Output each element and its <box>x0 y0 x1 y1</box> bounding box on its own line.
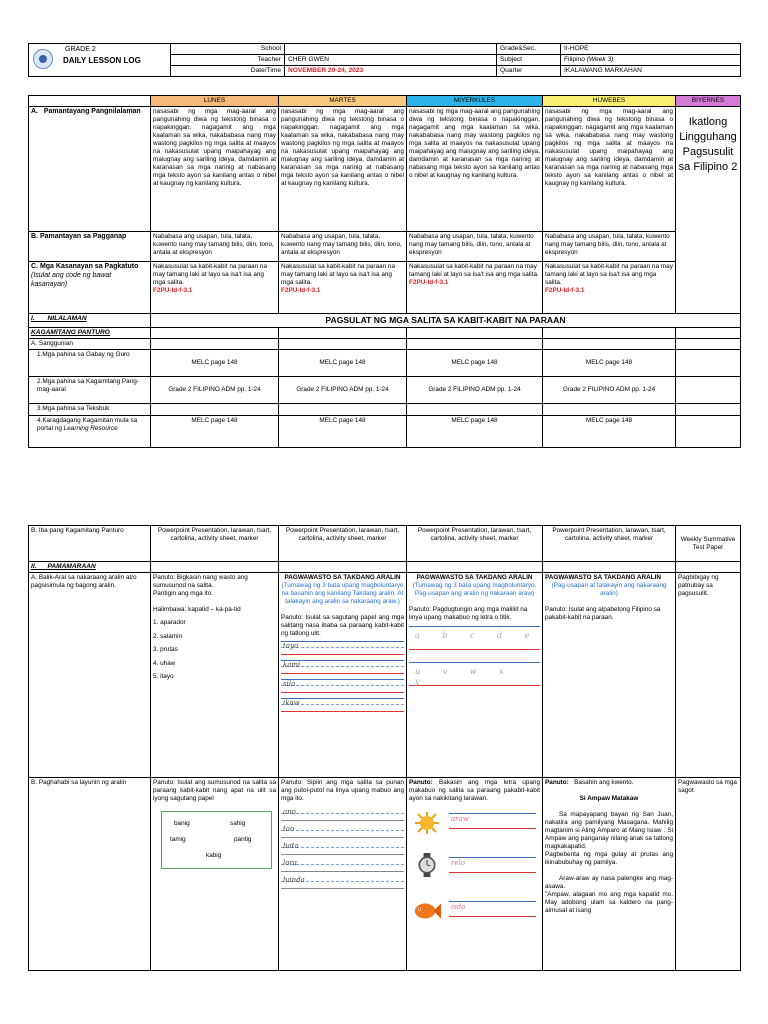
watch-icon <box>413 853 441 877</box>
copy-word: handa <box>283 876 305 885</box>
balik-item: 4. uhaw <box>153 659 176 667</box>
fish-icon <box>413 899 441 923</box>
teksbuk-label: 3.Mga pahina sa Teksbuk <box>29 404 151 416</box>
copy-word: tao <box>283 825 295 834</box>
thu-r4: MELC page 148 <box>543 416 676 448</box>
trace-word-relo: relo <box>451 859 465 868</box>
doc-title: DAILY LESSON LOG <box>63 56 141 65</box>
thu-content-standard: nasasabi ng mga mag-aaral ang pangunahing diwa ng tekstong binasa o napakinggan, nagagamit ang mga kaalaman sa wika, nakababasa nang may wastong pagkilos ng mga salita at maayos na nakasusulat upang maipahayag ang maiugnay ang sariling ideya, damdamin at karanasan sa mga narinig at nabasang mga teksto ayon sa kanilang antas o nibel at kaugnay ng kanilang kultura. <box>543 107 676 232</box>
tue-balik-aral: PAGWAWASTO SA TAKDANG ARALIN (Tumawag ng 3 bata upang magboluntaryo na basahin ang kanilang Takdang aralin. At talakayin ang aralin sa nakaraang araw.) Panuto: Isulat sa sagutang papel ang mga salitang nasa ibaba sa paraang kabit-kabit ng tatlong ulit. tayo kami sila ikaw <box>279 573 407 778</box>
lesson-table-1 <box>28 95 741 448</box>
tue-iba: Powerpoint Presentation, larawan, tsart, cartolina, activity sheet, marker <box>279 526 407 562</box>
balik-item: 1. aparador <box>153 619 186 627</box>
thu-balik-aral: PAGWAWASTO SA TAKDANG ARALIN (Pag-usapan at talakayin ang nakaraang aralin) Panuto: Isulat ang alpabetong Filipino sa pakabit-kabit na paraan. <box>543 573 676 778</box>
copy-word: bata <box>283 842 299 851</box>
story-paragraph: Pagbebenta ng mga gulay at prutas ang ikinabubuhay ng pamilya. <box>545 851 673 867</box>
school-label: School <box>171 44 285 55</box>
copy-word: ano <box>283 808 296 817</box>
quarter-value: IKALAWANG MARKAHAN <box>561 66 741 77</box>
friday-assessment: Ikatlong Lingguhang Pagsusulit sa Filipino 2 <box>676 107 741 314</box>
day-lunes: LUNES <box>151 96 279 107</box>
kagamitang-panturo-label: KAGAMITANG PANTURO <box>29 328 151 339</box>
wed-competency: Nakasusulat sa kabit-kabit na paraan na may tamang laki at layo sa isa't isa ang mga salita. F2PU-Id-f-3.1 <box>407 262 543 314</box>
teacher-label: Teacher <box>171 55 285 66</box>
tue-content-standard: nasasabi ng mga mag-aaral ang pangunahing diwa ng tekstong binasa o napakinggan, nagagamit ang mga kaalaman sa wika, nakababasa nang may wastong pagkilos ng mga salita at maayos na nakasusulat upang maipahayag ang maiugnay ang sariling ideya, damdamin at karanasan sa mga narinig at nabasang mga teksto ayon sa kanilang antas o nibel at kaugnay ng kanilang kultura. <box>279 107 407 232</box>
mon-r2: Grade 2 FILIPINO ADM pp. 1-24 <box>151 377 279 404</box>
balik-aral-label: A. Balik-Aral sa nakaraang aralin at/o pagsisimula ng bagong aralin. <box>29 573 151 778</box>
balik-item: 3. prutas <box>153 646 178 654</box>
day-martes: MARTES <box>279 96 407 107</box>
blank-head <box>29 96 151 107</box>
iba-kagamitan-label: B. Iba pang Kagamitang Panturo <box>29 526 151 562</box>
thu-paghahabi: Panuto: Basahin ang kwento. Si Ampaw Matakaw Sa mapayapang bayan ng San Juan, nakatira ang pamilyang Masagana. Mahilig magtanim si Aling Amparo at Mang Isiaw . Si Ampaw ang panganay nilang anak sa tatlong magkakapatid. Pagbebenta ng mga gulay at prutas ang ikinabubuhay ng pamilya. Araw-araw ay nasa palengke ang mag-asawa. "Ampaw, alagaan mo ang mga kapatid mo. May adobong ulam sa kaldero na pang-almusal at isang <box>543 778 676 971</box>
trace-word: ikaw <box>283 699 300 708</box>
mon-iba: Powerpoint Presentation, larawan, tsart, cartolina, activity sheet, marker <box>151 526 279 562</box>
story-paragraph: "Ampaw, alagaan mo ang mga kapatid mo. May adobong ulam sa kaldero na pang-almusal at isang <box>545 891 673 915</box>
pamantayang-pangnilalaman-label: A. Pamantayang Pangnilalaman <box>29 107 151 232</box>
mon-performance: Nababasa ang usapan, tula, talata, kuwento nang may tamang bilis, diin, tono, antala at ekspresyon <box>151 232 279 262</box>
mon-competency: Nakasusulat sa kabit-kabit na paraan na may tamang laki at layo sa isa't isa ang mga salita. F2PU-Id-f-3.1 <box>151 262 279 314</box>
quarter-label: Quarter <box>497 66 561 77</box>
date-value: NOVEMBER 20-24, 2023 <box>285 66 497 77</box>
letter-trace-row: a b c d e <box>415 631 540 641</box>
wed-r4: MELC page 148 <box>407 416 543 448</box>
mon-r4: MELC page 148 <box>151 416 279 448</box>
fri-paghahabi: Pagwawasto sa mga sagot <box>676 778 741 971</box>
sanggunian-label: A. Sanggunian <box>29 339 151 350</box>
gradesec-label: Grade&Sec. <box>497 44 561 55</box>
wed-balik-aral: PAGWAWASTO SA TAKDANG ARALIN (Tumawag ng 3 bata upang magboluntaryo. Pag-usapan ang aralin ng nakaraan araw) Panuto: Pagdugtungin ang mga maliliit na linya upang makabuo ng letra o titik. a b c d e u v w x y <box>407 573 543 778</box>
pamantayan-pagganap-label: B. Pamantayan sa Pagganap <box>29 232 151 262</box>
story-paragraph: Araw-araw ay nasa palengke ang mag-asawa. <box>545 875 673 891</box>
balik-item: 2. salamin <box>153 632 183 640</box>
story-paragraph: Sa mapayapang bayan ng San Juan, nakatira ang pamilyang Masagana. Mahilig magtanim si Aling Amparo at Mang Isiaw . Si Ampaw ang panganay nilang anak sa tatlong magkakapatid. <box>545 811 673 851</box>
grade-label: GRADE 2 <box>65 46 96 53</box>
wed-content-standard: nasasabi ng mga mag-aaral ang pangunahing diwa ng tekstong binasa o napakinggan, nagagamit ang mga kaalaman sa wika, nakababasa nang may wastong pagkilos ng mga salita at maayos na nakasusulat upang maipahayag ang maiugnay ang sariling ideya, damdamin at karanasan sa mga narinig at nabasang mga teksto ayon sa kanilang antas o nibel at kaugnay ng kanilang kultura. <box>407 107 543 232</box>
word-box: banig sahig tamig pantig kabig <box>161 811 272 869</box>
tue-performance: Nababasa ang usapan, tula, talata, kuwento nang may tamang bilis, diin, tono, antala at ekspresyon <box>279 232 407 262</box>
sun-icon <box>413 811 441 835</box>
kasanayan-label: C. Mga Kasanayan sa Pagkatuto (Isulat ang code ng bawat kasanayan) <box>29 262 151 314</box>
letter-trace-row: u v w x y <box>415 667 514 687</box>
header-brand <box>29 44 171 77</box>
trace-word-araw: araw <box>451 815 469 824</box>
header-table <box>28 43 741 77</box>
tue-r2: Grade 2 FILIPINO ADM pp. 1-24 <box>279 377 407 404</box>
kagamitang-mag-aaral-label: 2.Mga pahina sa Kagamitang Pang-mag-aaral <box>29 377 151 404</box>
balik-item: 5. itayo <box>153 673 174 681</box>
school-value <box>285 44 497 55</box>
thu-performance: Nababasa ang usapan, tula, talata, kuwento nang may tamang bilis, diin, tono, antala at ekspresyon <box>543 232 676 262</box>
wed-performance: Nababasa ang usapan, tula, talata, kuwento nang may tamang bilis, diin, tono, antala at ekspresyon <box>407 232 543 262</box>
mon-r1: MELC page 148 <box>151 350 279 377</box>
day-huwebes: HUWEBES <box>543 96 676 107</box>
trace-word: tayo <box>283 642 299 651</box>
pamamaraan-label: II. PAMAMARAAN <box>29 562 151 573</box>
tue-r4: MELC page 148 <box>279 416 407 448</box>
trace-word: kami <box>283 661 301 670</box>
nilalaman-value: PAGSULAT NG MGA SALITA SA KABIT-KABIT NA PARAAN <box>151 314 741 328</box>
tue-competency: Nakasusulat sa kabit-kabit na paraan na may tamang laki at layo sa isa't isa ang mga salita. F2PU-Id-f-3.1 <box>279 262 407 314</box>
trace-word-isda: isda <box>451 903 466 912</box>
gradesec-value: II-HOPE <box>561 44 741 55</box>
subject-label: Subject <box>497 55 561 66</box>
wed-iba: Powerpoint Presentation, larawan, tsart, cartolina, activity sheet, marker <box>407 526 543 562</box>
wed-paghahabi: Panuto: Bakasin ang mga letra upang makabuo ng salita sa paraang pakabit-kabit ayon sa nakikitang larawan. araw relo isda <box>407 778 543 971</box>
wed-r2: Grade 2 FILIPINO ADM pp. 1-24 <box>407 377 543 404</box>
story-title: Si Ampaw Matakaw <box>579 795 639 803</box>
subject-value: Filipino (Week 3) <box>561 55 741 66</box>
tue-paghahabi: Panuto: Sipiin ang mga salita sa punan ang putol-putol na linya upang mabuo ang mga ito. ano tao bata lora handa <box>279 778 407 971</box>
copy-word: lora <box>283 859 297 868</box>
thu-r1: MELC page 148 <box>543 350 676 377</box>
paghahabi-label: B. Paghahabi sa layunin ng aralin <box>29 778 151 971</box>
trace-word: sila <box>283 680 296 689</box>
fri-iba: Weekly Summative Test Paper <box>676 526 741 562</box>
thu-iba: Powerpoint Presentation, larawan, tsart, cartolina, activity sheet, marker <box>543 526 676 562</box>
thu-r2: Grade 2 FILIPINO ADM pp. 1-24 <box>543 377 676 404</box>
teacher-value: CHER GWEN <box>285 55 497 66</box>
gabay-guro-label: 1.Mga pahina sa Gabay ng Guro <box>29 350 151 377</box>
fri-balik-aral: Pagbibigay ng patnubay sa pagsusulit. <box>676 573 741 778</box>
mon-content-standard: nasasabi ng mga mag-aaral ang pangunahing diwa ng tekstong binasa o napakinggan, nagagamit ang mga kaalaman sa wika, nakababasa nang may wastong pagkilos ng mga salita at maayos na nakasusulat upang maipahayag ang maiugnay ang sariling ideya, damdamin at karanasan sa mga narinig at nabasang mga teksto ayon sa kanilang antas o nibel at kaugnay ng kanilang kultura. <box>151 107 279 232</box>
nilalaman-label: I. NILALAMAN <box>29 314 151 328</box>
day-miyerkules: MIYERKULES <box>407 96 543 107</box>
mon-paghahabi: Panuto: Isulat ang sumusunod na salita sa paraang kabit-kabit nang apat na ulit sa iyong sagutang papel banig sahig tamig pantig kabig <box>151 778 279 971</box>
date-label: Date/Time <box>171 66 285 77</box>
karagdagang-kagamitan-label: 4.Karagdagang Kagamitan mula sa portal ng Learning Resource <box>29 416 151 448</box>
deped-seal-icon <box>33 49 53 69</box>
tue-r1: MELC page 148 <box>279 350 407 377</box>
mon-balik-aral: Panuto: Bigkasin nang wasto ang sumusunod na salita. Pantigin ang mga ito. Halimbawa: kapatid – ka-pa-tid 1. aparador 2. salamin 3. prutas 4. uhaw 5. itayo <box>151 573 279 778</box>
day-biyernes: BIYERNES <box>676 96 741 107</box>
lesson-table-2 <box>28 525 741 971</box>
wed-r1: MELC page 148 <box>407 350 543 377</box>
thu-competency: Nakasusulat sa kabit-kabit na paraan na may tamang laki at layo sa isa't isa ang mga salita. F2PU-Id-f-3.1 <box>543 262 676 314</box>
